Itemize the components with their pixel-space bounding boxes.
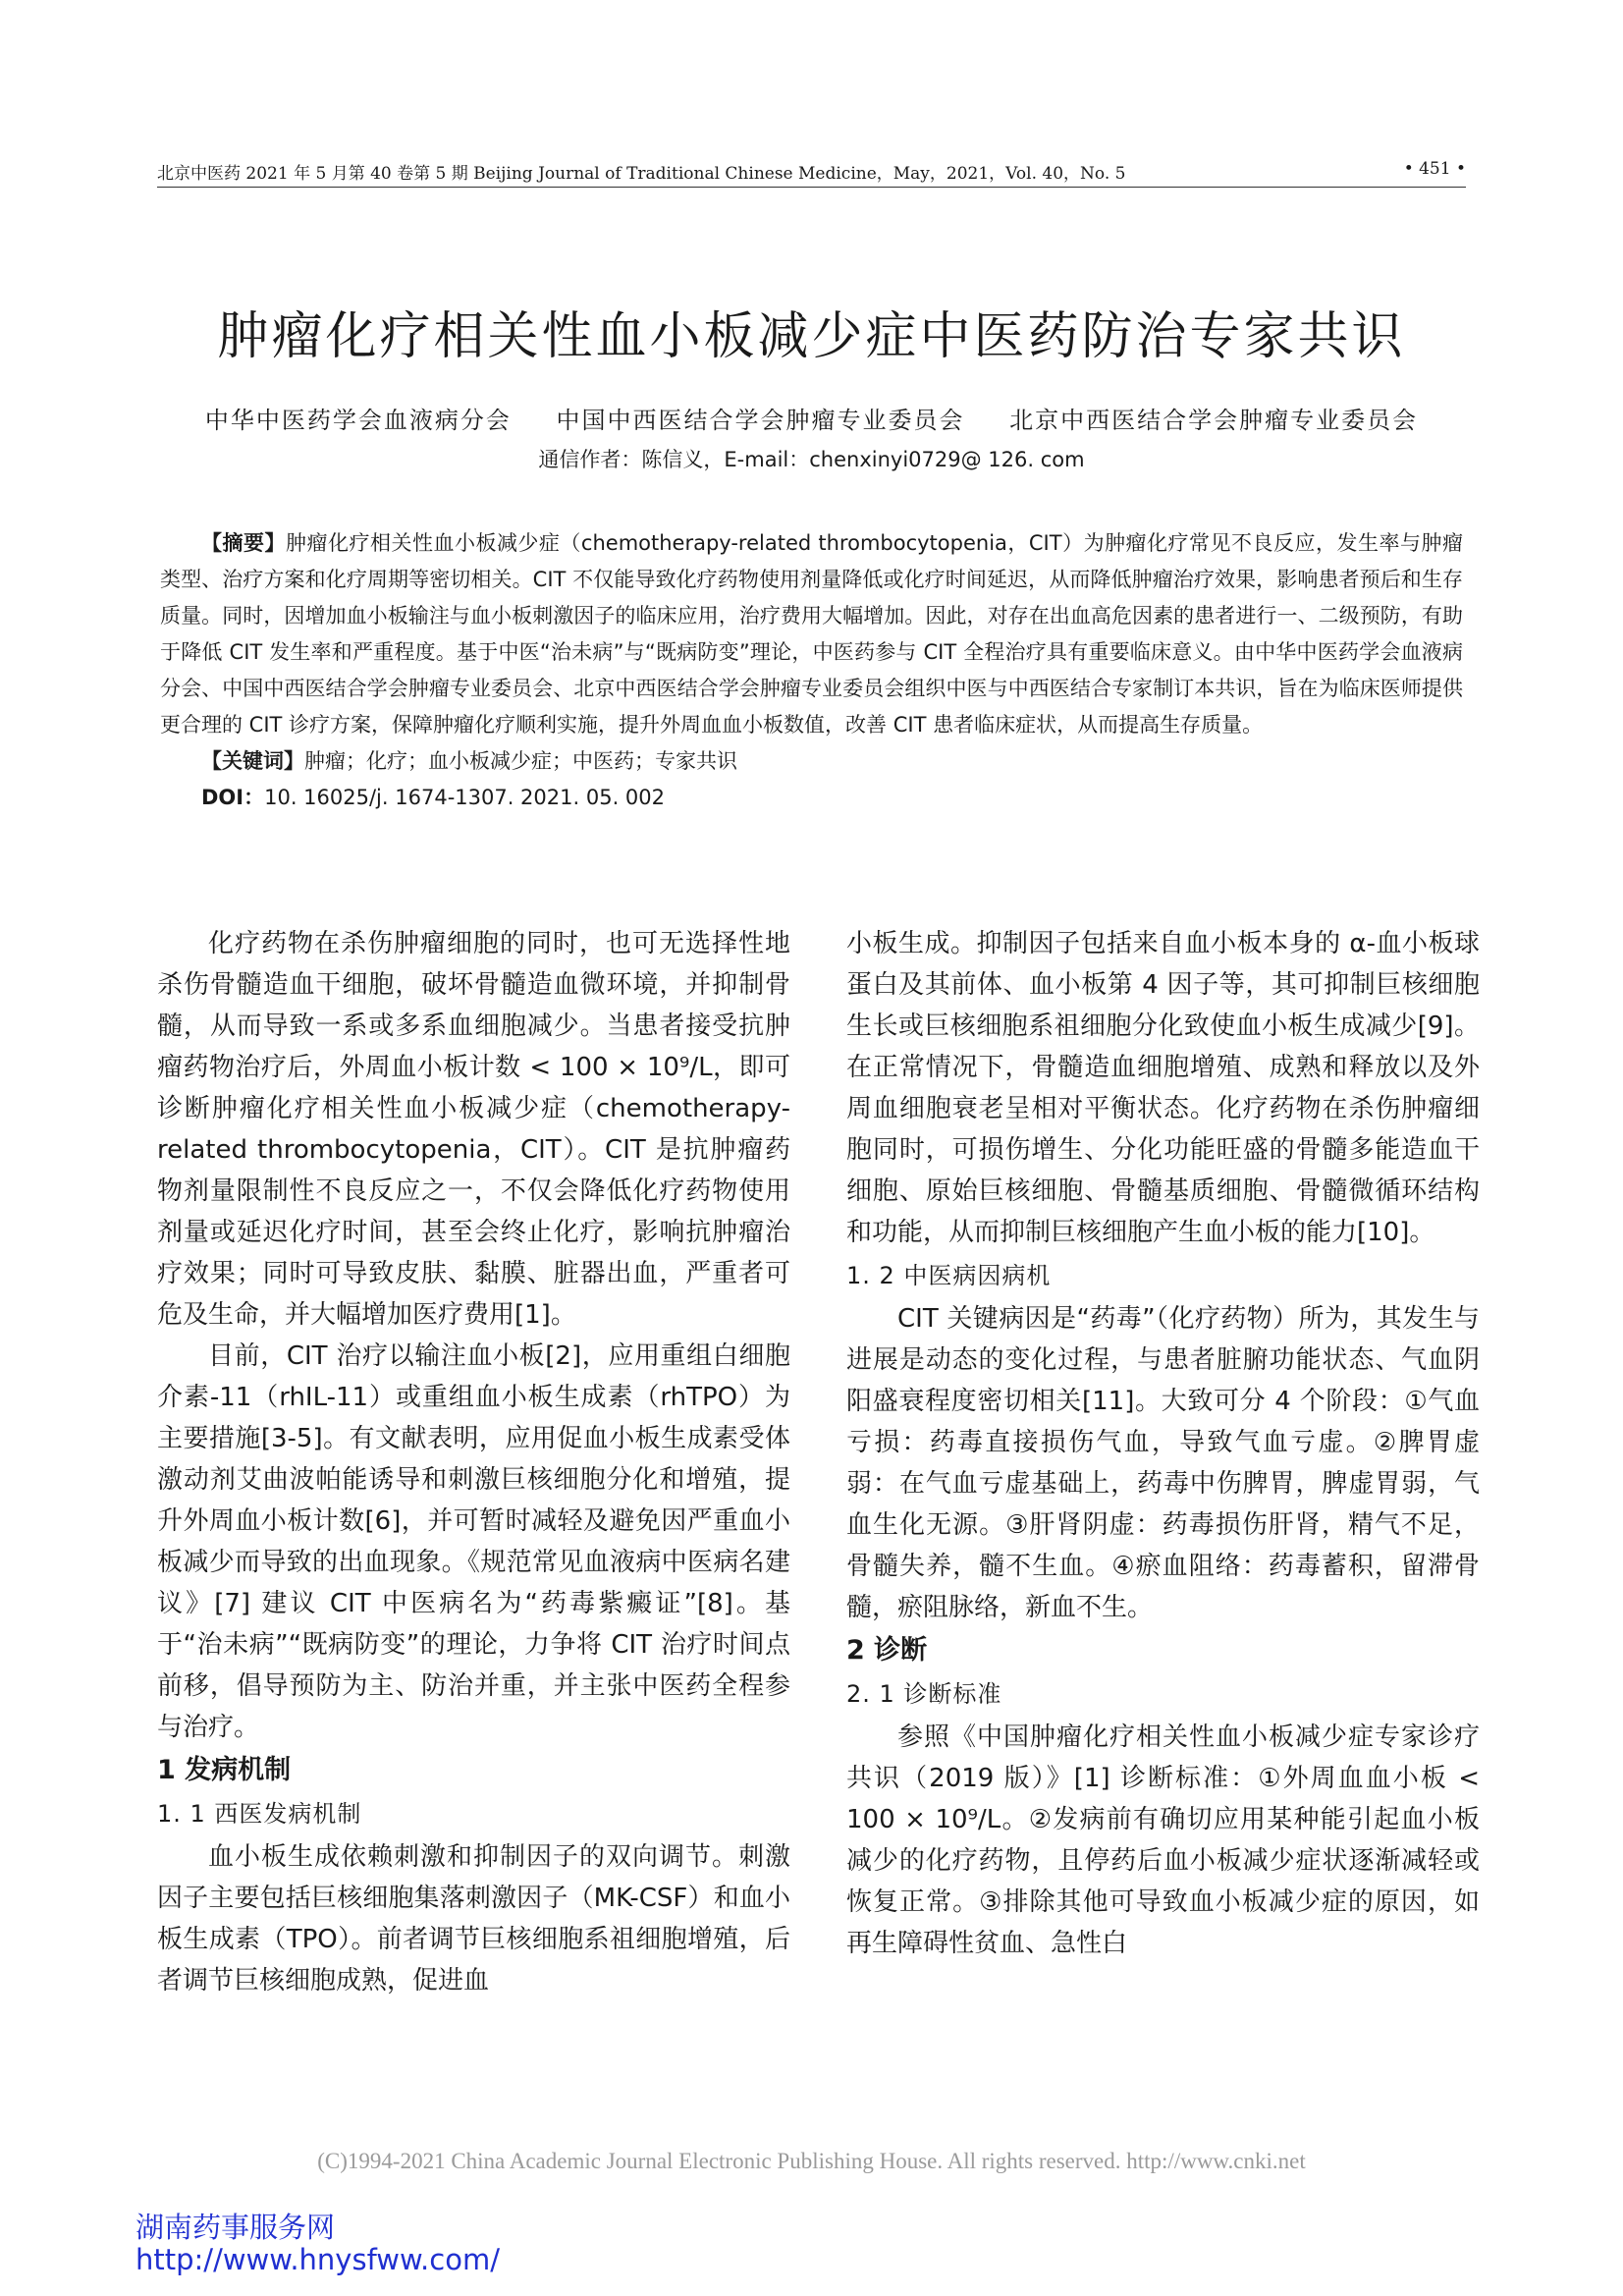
body-paragraph: 小板生成。抑制因子包括来自血小板本身的 α-血小板球蛋白及其前体、血小板第 4 因子等，其可抑制巨核细胞生长或巨核细胞系祖细胞分化致使血小板生成减少[9]。在正常情况下，骨髓造血细胞增殖、成熟和释放以及外周血细胞衰老呈相对平衡状态。化疗药物在杀伤肿瘤细胞同时，可损伤增生、分化功能旺盛的骨髓多能造血干细胞、原始巨核细胞、骨髓基质细胞、骨髓微循环结构和功能，从而抑制巨核细胞产生血小板的能力[10]。 (846, 929, 1480, 1247)
page-number: • 451 • (1403, 159, 1466, 179)
watermark-url[interactable]: http://www.hnysfww.com/ (135, 2243, 500, 2276)
author-org-3: 北京中西医结合学会肿瘤专业委员会 (1009, 407, 1419, 434)
doi-text: 10. 16025/j. 1674-1307. 2021. 05. 002 (264, 786, 666, 809)
left-column (157, 923, 790, 2001)
correspondence-line: 通信作者：陈信义，E-mail：chenxinyi0729@ 126. com (538, 448, 1085, 471)
author-list (0, 401, 1623, 435)
body-paragraph: 参照《中国肿瘤化疗相关性血小板减少症专家诊疗共识（2019 版）》[1] 诊断标准：①外周血血小板 < 100 × 10⁹/L。②发病前有确切应用某种能引起血小板减少的化疗药物，且停药后血小板减少症状逐渐减轻或恢复正常。③排除其他可导致血小板减少症的原因，如再生障碍性贫血、急性白 (846, 1722, 1480, 1958)
section-heading: 1 发病机制 (157, 1755, 292, 1785)
doi-label: DOI： (201, 786, 265, 809)
keywords-label: 【关键词】 (201, 749, 304, 773)
body-paragraph: CIT 关键病因是“药毒”（化疗药物）所为，其发生与进展是动态的变化过程，与患者脏腑功能状态、气血阴阳盛衰程度密切相关[11]。大致可分 4 个阶段：①气血亏损：药毒直接损伤气血，导致气血亏虚。②脾胃虚弱：在气血亏虚基础上，药毒中伤脾胃，脾虚胃弱，气血生化无源。③肝肾阴虚：药毒损伤肝肾，精气不足，骨髓失养，髓不生血。④瘀血阻络：药毒蓄积，留滞骨髓，瘀阻脉络，新血不生。 (846, 1304, 1480, 1622)
body-paragraph: 血小板生成依赖刺激和抑制因子的双向调节。刺激因子主要包括巨核细胞集落刺激因子（MK-CSF）和血小板生成素（TPO）。前者调节巨核细胞系祖细胞增殖，后者调节巨核细胞成熟，促进血 (157, 1842, 790, 1995)
keywords-text: 肿瘤；化疗；血小板减少症；中医药；专家共识 (304, 749, 737, 773)
copyright-footer: (C)1994-2021 China Academic Journal Electronic Publishing House. All rights reserved. http://www.cnki.net (317, 2149, 1306, 2173)
author-org-1: 中华中医药学会血液病分会 (204, 407, 512, 434)
abstract-block (160, 525, 1463, 816)
watermark-site-name: 湖南药事服务网 (135, 2211, 336, 2244)
subsection-heading: 2. 1 诊断标准 (846, 1680, 1002, 1708)
subsection-heading: 1. 1 西医发病机制 (157, 1800, 362, 1828)
body-paragraph: 目前，CIT 治疗以输注血小板[2]，应用重组白细胞介素-11（rhIL-11）或重组血小板生成素（rhTPO）为主要措施[3-5]。有文献表明，应用促血小板生成素受体激动剂艾曲波帕能诱导和刺激巨核细胞分化和增殖，提升外周血小板计数[6]，并可暂时减轻及避免因严重血小板减少而导致的出血现象。《规范常见血液病中医病名建议》[7] 建议 CIT 中医病名为“药毒紫癜证”[8]。基于“治未病”“既病防变”的理论，力争将 CIT 治疗时间点前移，倡导预防为主、防治并重，并主张中医药全程参与治疗。 (157, 1341, 790, 1742)
running-header (157, 157, 1466, 188)
abstract-paragraph (160, 525, 1463, 743)
subsection-heading: 1. 2 中医病因病机 (846, 1262, 1052, 1289)
abstract-label: 【摘要】 (201, 531, 286, 555)
right-column (846, 923, 1480, 1964)
body-paragraph: 化疗药物在杀伤肿瘤细胞的同时，也可无选择性地杀伤骨髓造血干细胞，破坏骨髓造血微环境，并抑制骨髓，从而导致一系或多系血细胞减少。当患者接受抗肿瘤药物治疗后，外周血小板计数 < 100 × 10⁹/L，即可诊断肿瘤化疗相关性血小板减少症（chemotherapy-related thrombocytopenia，CIT）。CIT 是抗肿瘤药物剂量限制性不良反应之一，不仅会降低化疗药物使用剂量或延迟化疗时间，甚至会终止化疗，影响抗肿瘤治疗效果；同时可导致皮肤、黏膜、脏器出血，严重者可危及生命，并大幅增加医疗费用[1]。 (157, 929, 790, 1330)
journal-info: 北京中医药 2021 年 5 月第 40 卷第 5 期 Beijing Journal of Traditional Chinese Medicine，May，2021，Vol. 40，No. 5 (157, 164, 1126, 184)
abstract-text: 肿瘤化疗相关性血小板减少症（chemotherapy-related thrombocytopenia，CIT）为肿瘤化疗常见不良反应，发生率与肿瘤类型、治疗方案和化疗周期等密切相关。CIT 不仅能导致化疗药物使用剂量降低或化疗时间延迟，从而降低肿瘤治疗效果，影响患者预后和生存质量。同时，因增加血小板输注与血小板刺激因子的临床应用，治疗费用大幅增加。因此，对存在出血高危因素的患者进行一、二级预防，有助于降低 CIT 发生率和严重程度。基于中医“治未病”与“既病防变”理论，中医药参与 CIT 全程治疗具有重要临床意义。由中华中医药学会血液病分会、中国中西医结合学会肿瘤专业委员会、北京中西医结合学会肿瘤专业委员会组织中医与中西医结合专家制订本共识，旨在为临床医师提供更合理的 CIT 诊疗方案，保障肿瘤化疗顺利实施，提升外周血血小板数值，改善 CIT 患者临床症状，从而提高生存质量。 (160, 531, 1463, 737)
keywords-line (160, 743, 1463, 780)
doi-line (160, 780, 1463, 816)
article-title: 肿瘤化疗相关性血小板减少症中医药防治专家共识 (217, 307, 1406, 366)
author-org-2: 中国中西医结合学会肿瘤专业委员会 (556, 407, 965, 434)
section-heading: 2 诊断 (846, 1635, 928, 1666)
